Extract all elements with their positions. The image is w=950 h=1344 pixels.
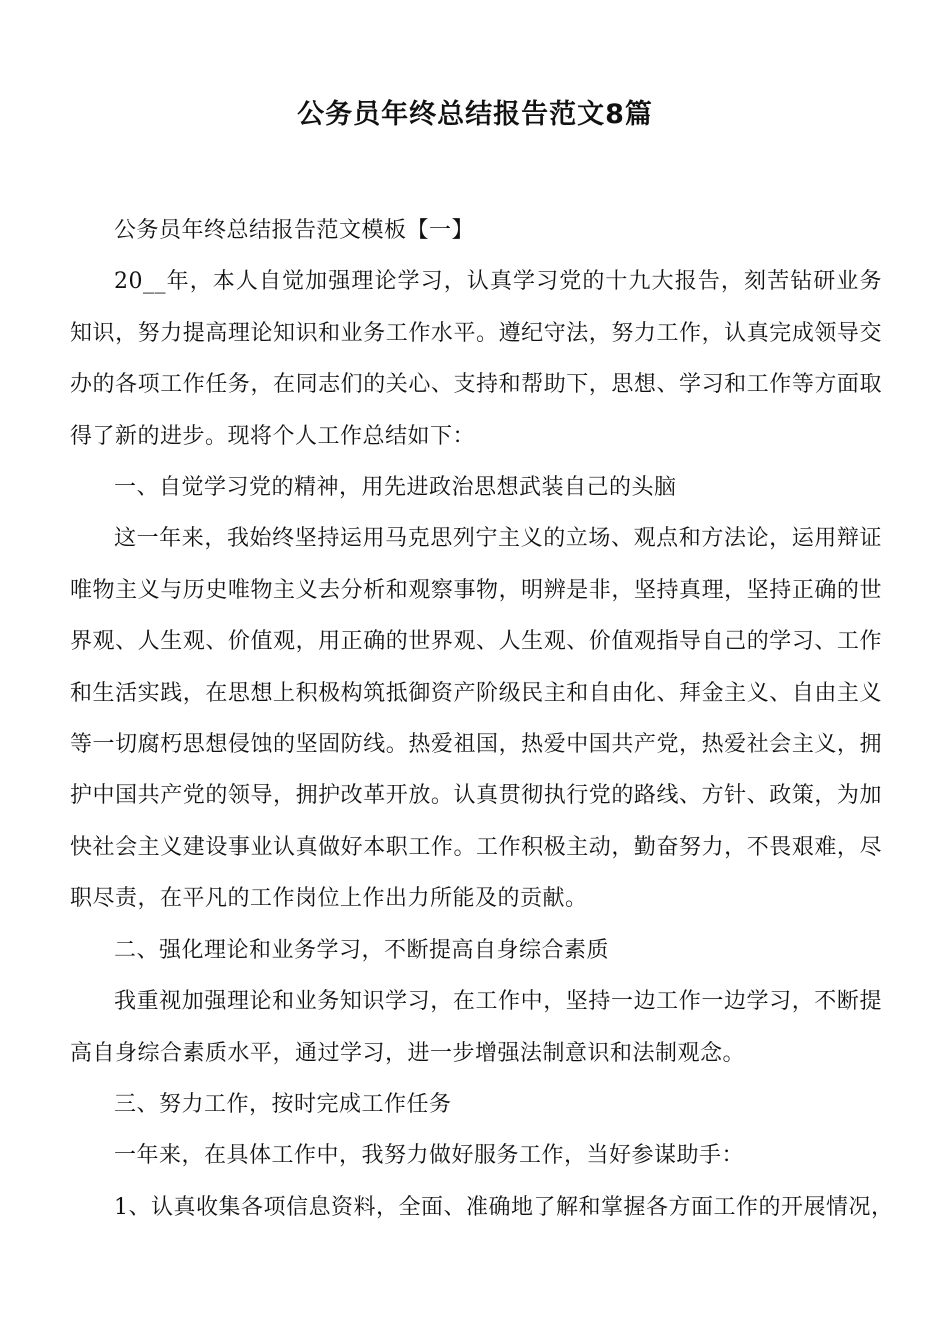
document-title: 公务员年终总结报告范文8篇: [297, 99, 653, 130]
heading-three: 三、努力工作，按时完成工作任务: [114, 1091, 452, 1117]
heading-one: 一、自觉学习党的精神，用先进政治思想武装自己的头脑: [114, 475, 677, 501]
paragraph-item-one: 1、认真收集各项信息资料，全面、准确地了解和掌握各方面工作的开展情况，: [114, 1194, 894, 1220]
section-label: 公务员年终总结报告范文模板【一】: [114, 218, 475, 243]
paragraph-ideology: 这一年来，我始终坚持运用马克思列宁主义的立场、观点和方法论，运用辩证唯物主义与历史唯物主义去分析和观察事物，明辨是非，坚持真理，坚持正确的世界观、人生观、价值观，用正确的世界观、人生观、价值观指导自己的学习、工作和生活实践，在思想上积极构筑抵御资产阶级民主和自由化、拜金主义、自由主义等一切腐朽思想侵蚀的坚固防线。热爱祖国，热爱中国共产党，热爱社会主义，拥护中国共产党的领导，拥护改革开放。认真贯彻执行党的路线、方针、政策，为加快社会主义建设事业认真做好本职工作。工作积极主动，勤奋努力，不畏艰难，尽职尽责，在平凡的工作岗位上作出力所能及的贡献。: [70, 526, 882, 912]
paragraph-service: 一年来，在具体工作中，我努力做好服务工作，当好参谋助手：: [114, 1143, 745, 1169]
paragraph-intro: 20__年，本人自觉加强理论学习，认真学习党的十九大报告，刻苦钻研业务知识，努力提高理论知识和业务工作水平。遵纪守法，努力工作，认真完成领导交办的各项工作任务，在同志们的关心、支持和帮助下，思想、学习和工作等方面取得了新的进步。现将个人工作总结如下：: [70, 269, 882, 449]
paragraph-study: 我重视加强理论和业务知识学习，在工作中，坚持一边工作一边学习，不断提高自身综合素质水平，通过学习，进一步增强法制意识和法制观念。: [70, 989, 882, 1066]
heading-two: 二、强化理论和业务学习，不断提高自身综合素质: [114, 937, 610, 963]
document-body: [70, 205, 894, 1233]
